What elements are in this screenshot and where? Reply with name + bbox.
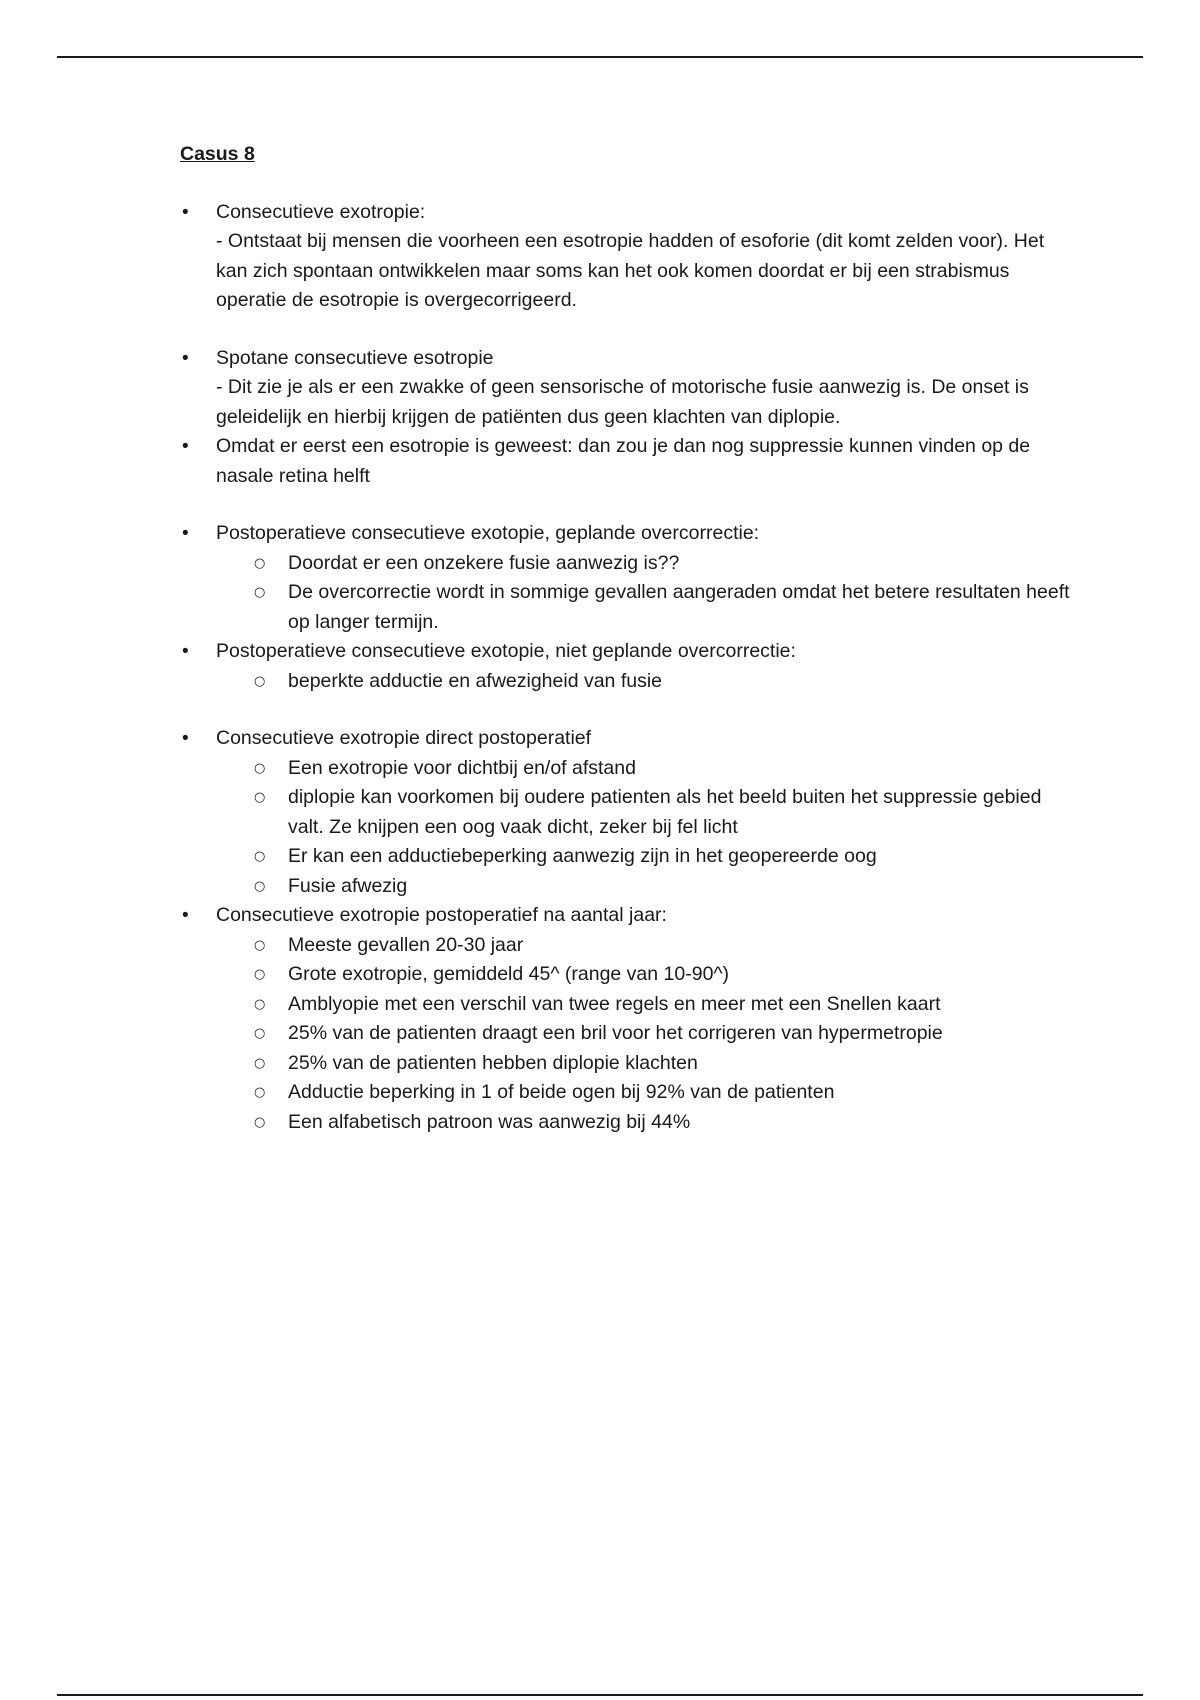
list-item xyxy=(180,344,1080,433)
header-rule xyxy=(57,56,1143,58)
item-label: • Consecutieve exotropie direct postoperatief xyxy=(216,727,592,749)
sub-list-item: ○ Amblyopie met een verschil van twee regels en meer met een Snellen kaart xyxy=(216,990,1080,1020)
item-label: • Postoperatieve consecutieve exotopie, niet geplande overcorrectie: xyxy=(216,640,796,662)
footer-rule xyxy=(57,1694,1143,1696)
list-item xyxy=(180,724,1080,901)
list-item xyxy=(180,519,1080,637)
sub-list-item: ○ Doordat er een onzekere fusie aanwezig is?? xyxy=(216,549,1080,579)
item-label: • Spotane consecutieve esotropie xyxy=(216,346,494,369)
sub-list-item: ○ Meeste gevallen 20-30 jaar xyxy=(216,931,1080,961)
item-label: • Consecutieve exotropie: xyxy=(216,200,426,223)
item-detail: - Dit zie je als er een zwakke of geen sensorische of motorische fusie aanwezig is. De onset is geleidelijk en hierbij krijgen de patiënten dus geen klachten van diplopie. xyxy=(216,376,1029,428)
sub-list-item: ○ 25% van de patienten hebben diplopie klachten xyxy=(216,1049,1080,1079)
item-detail: - Ontstaat bij mensen die voorheen een esotropie hadden of esoforie (dit komt zelden voor). Het kan zich spontaan ontwikkelen maar soms kan het ook komen doordat er bij een strabismus operatie de esotropie is overgecorrigeerd. xyxy=(216,230,1045,311)
sub-list-item: ○ Een exotropie voor dichtbij en/of afstand xyxy=(216,754,1080,784)
sub-list xyxy=(216,549,1080,638)
item-label: • Omdat er eerst een esotropie is geweest: dan zou je dan nog suppressie kunnen vinden op de nasale retina helft xyxy=(216,435,1031,487)
sub-list-item: ○ Fusie afwezig xyxy=(216,872,1080,902)
sub-list-item: ○ De overcorrectie wordt in sommige gevallen aangeraden omdat het betere resultaten heeft op langer termijn. xyxy=(216,578,1080,637)
bullet-list xyxy=(180,198,1080,1138)
sub-list-item: ○ Er kan een adductiebeperking aanwezig zijn in het geopereerde oog xyxy=(216,842,1080,872)
list-item xyxy=(180,637,1080,696)
sub-list xyxy=(216,931,1080,1138)
sub-list-item: ○ diplopie kan voorkomen bij oudere patienten als het beeld buiten het suppressie gebied valt. Ze knijpen een oog vaak dicht, zeker bij fel licht xyxy=(216,783,1080,842)
sub-list xyxy=(216,667,1080,697)
sub-list-item: ○ Een alfabetisch patroon was aanwezig bij 44% xyxy=(216,1108,1080,1138)
sub-list-item: ○ 25% van de patienten draagt een bril voor het corrigeren van hypermetropie xyxy=(216,1019,1080,1049)
item-label: • Consecutieve exotropie postoperatief na aantal jaar: xyxy=(216,904,667,926)
item-label: • Postoperatieve consecutieve exotopie, geplande overcorrectie: xyxy=(216,522,760,544)
list-item xyxy=(180,901,1080,1137)
document-body xyxy=(180,140,1080,1137)
page-title: Casus 8 xyxy=(180,143,255,165)
sub-list-item: ○ Grote exotropie, gemiddeld 45^ (range van 10-90^) xyxy=(216,960,1080,990)
sub-list-item: ○ Adductie beperking in 1 of beide ogen bij 92% van de patienten xyxy=(216,1078,1080,1108)
sub-list-item: ○ beperkte adductie en afwezigheid van fusie xyxy=(216,667,1080,697)
list-item xyxy=(180,432,1080,491)
list-item xyxy=(180,198,1080,316)
sub-list xyxy=(216,754,1080,902)
